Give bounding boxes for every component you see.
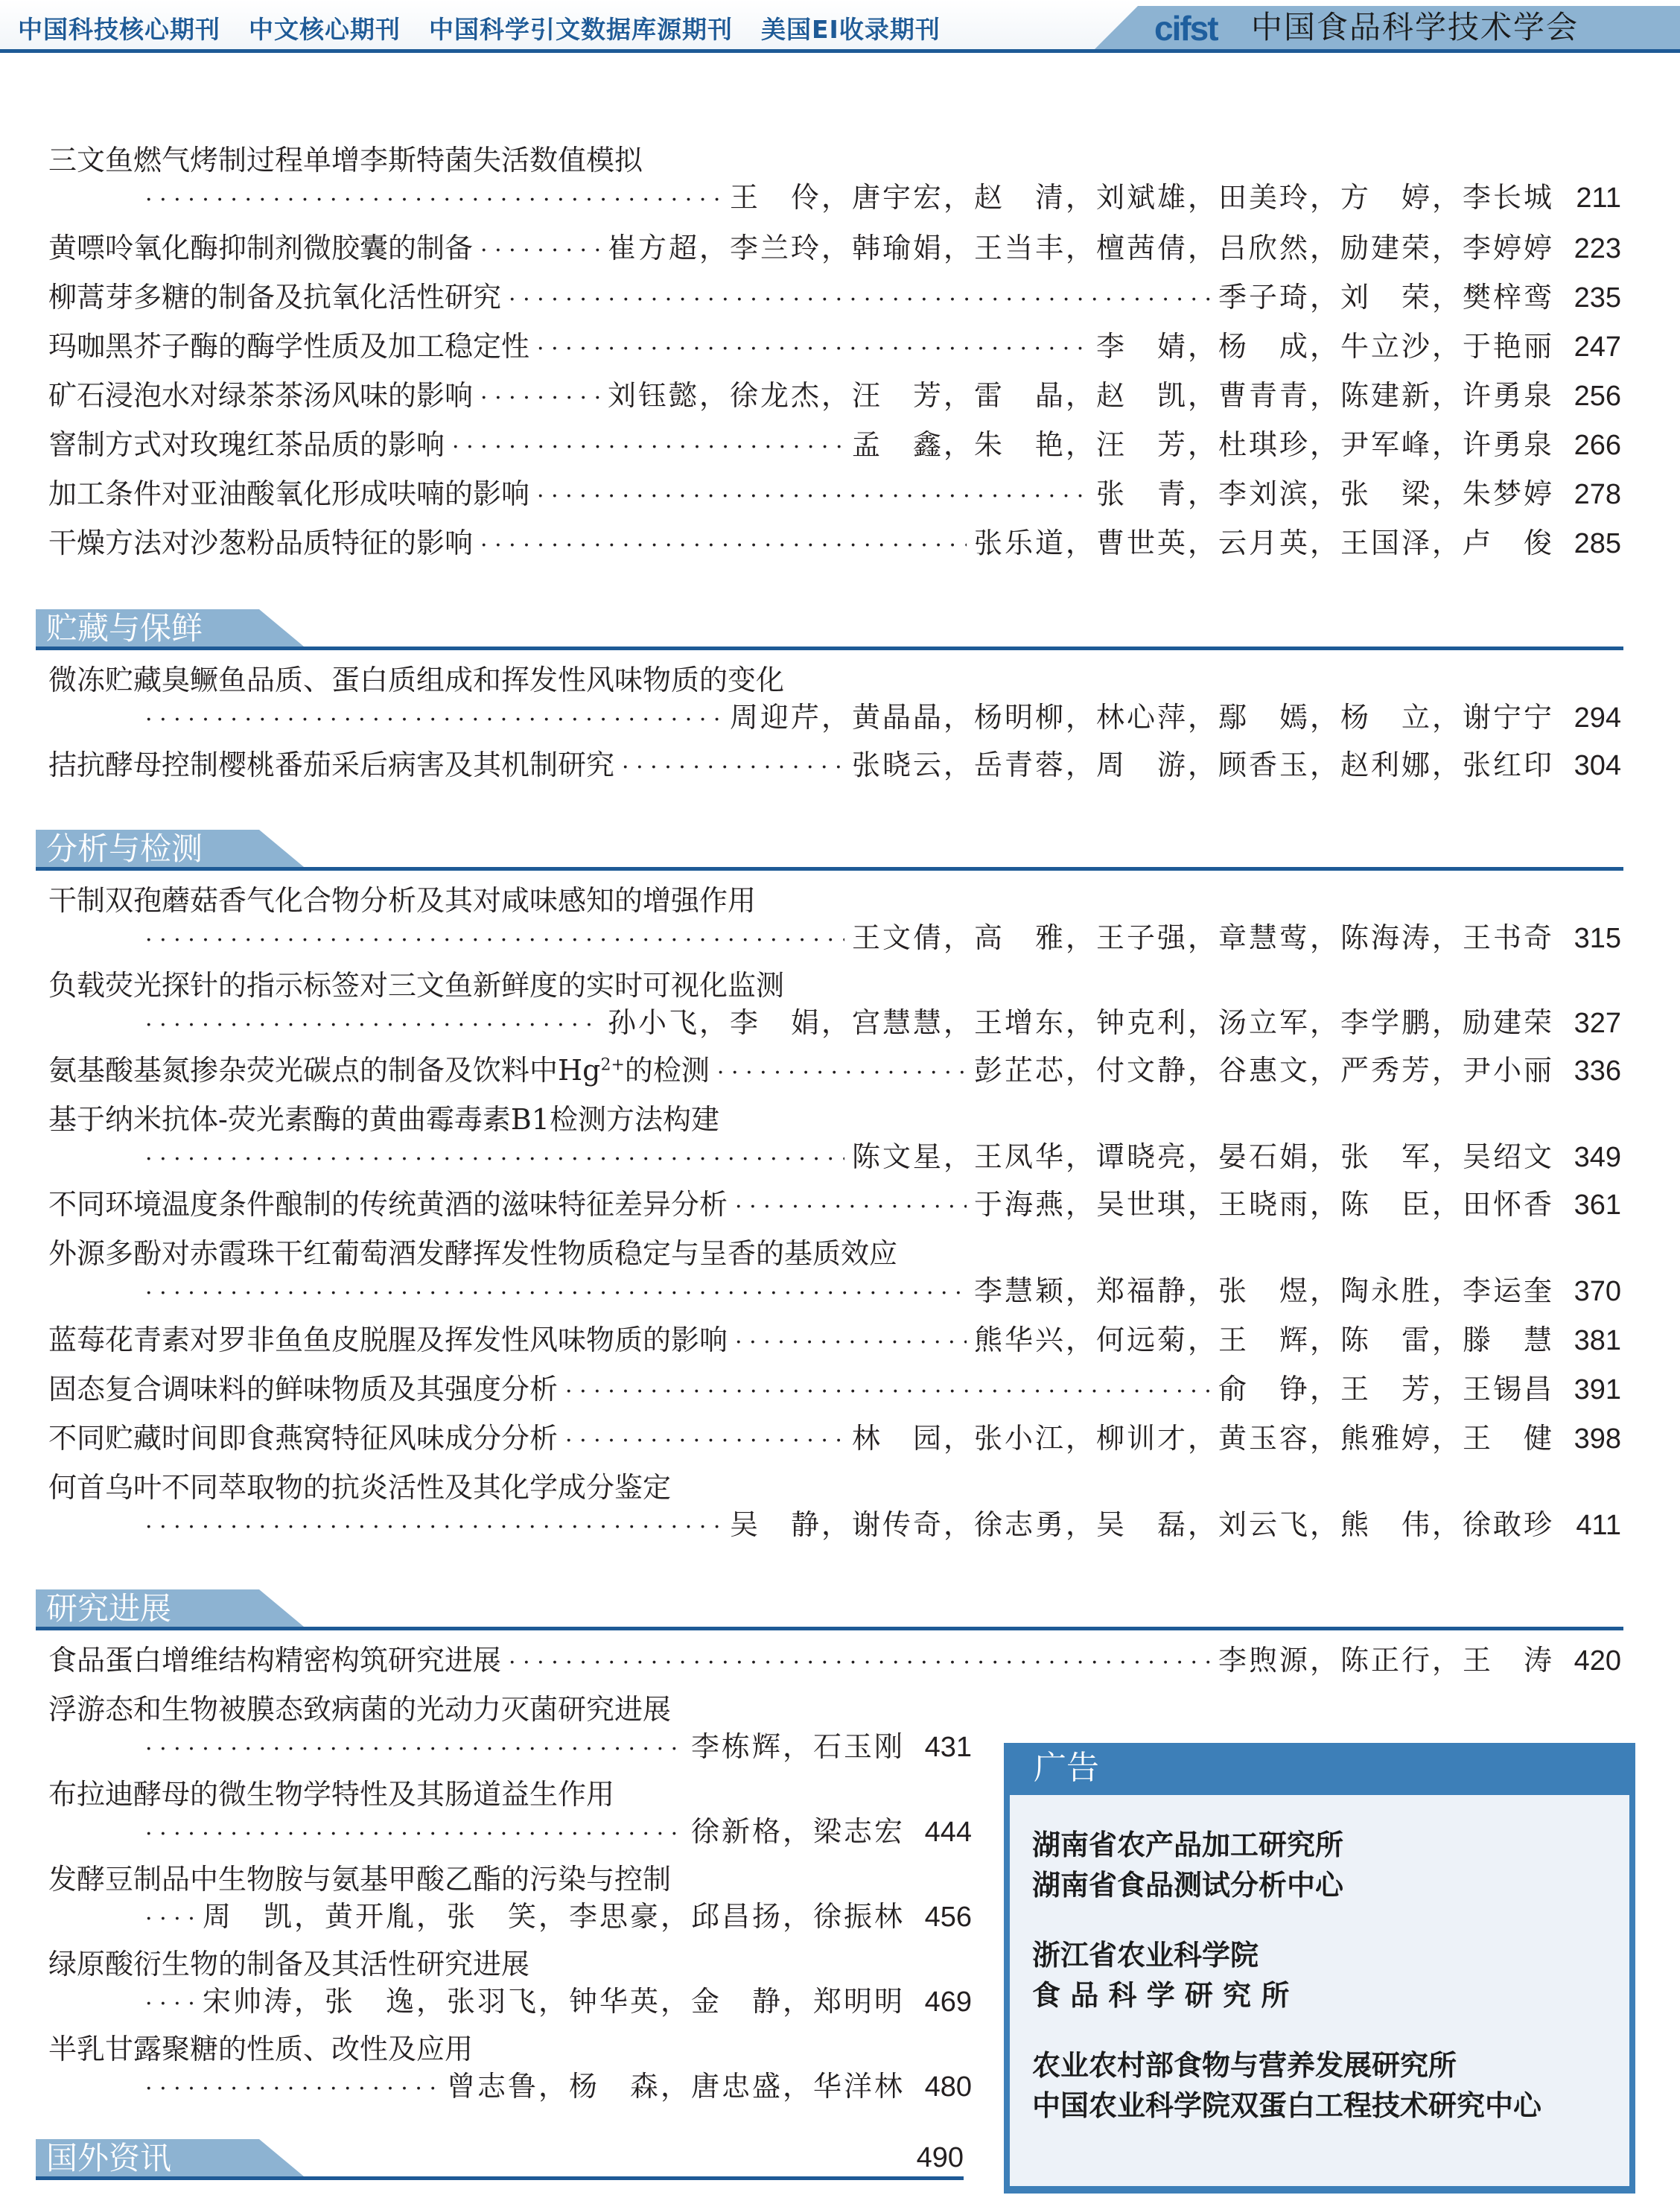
entry-authors: 张晓云，岳青蓉，周 游，顾香玉，赵利娜，张红印 [851, 749, 1554, 781]
superscript: 2+ [600, 1055, 625, 1075]
entry-title: 柳蒿芽多糖的制备及抗氧化活性研究 [48, 281, 502, 314]
section-page: 490 [916, 2142, 964, 2173]
entry-page: 381 [1574, 1325, 1621, 1356]
entry-authors: 崔方超，李兰玲，韩瑜娟，王当丰，檀茜倩，吕欣然，励建荣，李婷婷 [607, 232, 1554, 264]
toc-entry[interactable] [48, 1691, 972, 1768]
section-title: 国外资讯 [46, 2140, 172, 2176]
toc-entry[interactable] [48, 1101, 1621, 1178]
entry-title-text: 氨基酸基氮掺杂荧光碳点的制备及饮料中Hg [48, 1054, 601, 1087]
ad-line: 食 品 科 学 研 究 所 [1032, 1979, 1290, 2012]
entry-authors: 王 伶，唐宇宏，赵 清，刘斌雄，田美玲，方 婷，李长城 [729, 181, 1554, 214]
dot-leader [452, 429, 844, 466]
cifst-logo-icon: cifst [1154, 9, 1218, 48]
ad-group-hunan [1032, 1825, 1343, 1905]
toc-entry[interactable] [48, 1321, 1621, 1362]
dot-leader [145, 2071, 439, 2108]
entry-page: 278 [1574, 479, 1621, 510]
entry-authors: 孙小飞，李 娟，宫慧慧，王增东，钟克利，汤立军，李学鹏，励建荣 [607, 1006, 1554, 1039]
entry-title: 布拉迪酵母的微生物学特性及其肠道益生作用 [48, 1778, 615, 1811]
entry-title: 浮游态和生物被膜态致病菌的光动力灭菌研究进展 [48, 1693, 672, 1726]
entry-page: 235 [1574, 282, 1621, 314]
dot-leader [717, 1055, 967, 1092]
toc-entry[interactable] [48, 1861, 972, 1938]
entry-page: 420 [1574, 1645, 1621, 1677]
dot-leader [145, 182, 722, 219]
entry-authors: 张 青，李刘滨，张 梁，朱梦婷 [1095, 477, 1554, 510]
entry-title: 半乳甘露聚糖的性质、改性及应用 [48, 2033, 474, 2065]
entry-title: 何首乌叶不同萃取物的抗炎活性及其化学成分鉴定 [48, 1471, 672, 1504]
toc-entry[interactable] [48, 1642, 1621, 1682]
entry-page: 315 [1574, 923, 1621, 954]
entry-authors: 俞 铮，王 芳，王锡昌 [1218, 1373, 1554, 1405]
entry-page: 370 [1574, 1276, 1621, 1307]
entry-authors: 熊华兴，何远菊，王 辉，陈 雷，滕 慧 [973, 1324, 1554, 1356]
toc-entry[interactable] [48, 377, 1621, 417]
section-rule [36, 1627, 1623, 1630]
entry-title: 干燥方法对沙葱粉品质特征的影响 [48, 527, 474, 559]
entry-authors: 王文倩，高 雅，王子强，章慧莺，陈海涛，王书奇 [851, 921, 1554, 954]
toc-entry[interactable] [48, 426, 1621, 466]
toc-entry[interactable] [48, 1370, 1621, 1411]
entry-page: 327 [1574, 1008, 1621, 1039]
section-rule [36, 647, 1623, 650]
entry-page: 285 [1574, 528, 1621, 559]
ad-line: 湖南省农产品加工研究所 [1032, 1829, 1344, 1861]
entry-authors: 吴 静，谢传奇，徐志勇，吴 磊，刘云飞，熊 伟，徐敢珍 [729, 1508, 1554, 1541]
toc-entry[interactable] [48, 1052, 1621, 1092]
badge-ei: 美国EI收录期刊 [761, 15, 941, 44]
entry-page: 431 [924, 1732, 972, 1763]
entry-authors: 孟 鑫，朱 艳，汪 芳，杜琪珍，尹军峰，许勇泉 [851, 428, 1554, 461]
entry-authors: 李栋辉，石玉刚 [690, 1730, 905, 1763]
dot-leader [480, 527, 967, 565]
toc-entry[interactable] [48, 2030, 972, 2108]
toc-entry[interactable] [48, 142, 1621, 219]
dot-leader [622, 749, 844, 787]
entry-title: 矿石浸泡水对绿茶茶汤风味的影响 [48, 379, 474, 412]
dot-leader [735, 1324, 967, 1362]
ad-group-zhejiang [1032, 1935, 1289, 2015]
section-header-foreign-news[interactable] [36, 2139, 964, 2181]
entry-authors: 李煦源，陈正行，王 涛 [1218, 1644, 1554, 1677]
entry-page: 349 [1574, 1142, 1621, 1173]
section-rule [36, 2176, 964, 2180]
header-rule [0, 49, 1680, 53]
entry-title: 基于纳米抗体-荧光素酶的黄曲霉毒素B1检测方法构建 [48, 1103, 719, 1136]
entry-page: 336 [1574, 1055, 1621, 1087]
ad-line: 浙江省农业科学院 [1032, 1939, 1259, 1972]
entry-title: 三文鱼燃气烤制过程单增李斯特菌失活数值模拟 [48, 144, 643, 177]
ad-title: 广告 [1034, 1749, 1099, 1787]
entry-title: 黄嘌呤氧化酶抑制剂微胶囊的制备 [48, 232, 474, 264]
entry-authors: 宋帅涛，张 逸，张羽飞，钟华英，金 静，郑明明 [202, 1985, 905, 2018]
section-title: 贮藏与保鲜 [46, 610, 203, 647]
society-name: 中国食品科学技术学会 [1251, 9, 1579, 45]
entry-page: 211 [1576, 182, 1621, 214]
page-header [0, 0, 1680, 52]
entry-authors: 彭芷芯，付文静，谷惠文，严秀芳，尹小丽 [973, 1054, 1554, 1087]
dot-leader [565, 1423, 844, 1460]
section-title: 分析与检测 [46, 830, 203, 867]
entry-title-suffix: 的检测 [624, 1054, 710, 1087]
entry-page: 256 [1574, 381, 1621, 412]
toc-entry[interactable] [48, 229, 1621, 270]
entry-page: 247 [1574, 331, 1621, 363]
entry-title: 不同贮藏时间即食燕窝特征风味成分分析 [48, 1422, 559, 1455]
journal-badges [18, 10, 941, 45]
ad-line: 农业农村部食物与营养发展研究所 [1032, 2049, 1457, 2082]
toc-entry[interactable] [48, 475, 1621, 515]
entry-page: 411 [1576, 1510, 1621, 1541]
entry-page: 469 [924, 1986, 972, 2018]
advertisement-box [1004, 1743, 1635, 2194]
entry-title: 食品蛋白增维结构精密构筑研究进展 [48, 1644, 502, 1677]
entry-authors: 于海燕，吴世琪，王晓雨，陈 臣，田怀香 [973, 1188, 1554, 1221]
entry-authors: 林 园，张小江，柳训才，黄玉容，熊雅婷，王 健 [851, 1422, 1554, 1455]
section-rule [36, 867, 1623, 871]
toc-entry[interactable] [48, 1469, 1621, 1546]
dot-leader [735, 1189, 967, 1226]
entry-title: 干制双孢蘑菇香气化合物分析及其对咸味感知的增强作用 [48, 884, 757, 917]
section-header-analysis [36, 830, 1623, 871]
ad-line: 中国农业科学院双蛋白工程技术研究中心 [1032, 2089, 1542, 2122]
dot-leader [145, 1986, 195, 2023]
dot-leader [145, 702, 722, 739]
entry-title: 微冻贮藏臭鳜鱼品质、蛋白质组成和挥发性风味物质的变化 [48, 664, 785, 696]
dot-leader [145, 1275, 967, 1312]
section-header-storage [36, 609, 1623, 651]
toc-entry[interactable] [48, 279, 1621, 319]
toc-entry[interactable] [48, 967, 1621, 1044]
section-title: 研究进展 [46, 1590, 172, 1627]
section-header-progress [36, 1589, 1623, 1631]
entry-title: 负载荧光探针的指示标签对三文鱼新鲜度的实时可视化监测 [48, 969, 785, 1002]
dot-leader [480, 232, 600, 270]
dot-leader [480, 380, 600, 417]
entry-title: 拮抗酵母控制樱桃番茄采后病害及其机制研究 [48, 749, 615, 781]
dot-leader [537, 478, 1089, 515]
dot-leader [537, 331, 1089, 368]
entry-page: 398 [1574, 1423, 1621, 1455]
entry-title: 外源多酚对赤霞珠干红葡萄酒发酵挥发性物质稳定与呈香的基质效应 [48, 1237, 898, 1270]
toc-entry[interactable] [48, 524, 1621, 565]
toc-entry[interactable] [48, 661, 1621, 739]
entry-page: 480 [924, 2071, 972, 2103]
dot-leader [145, 922, 844, 959]
entry-authors: 张乐道，曹世英，云月英，王国泽，卢 俊 [973, 527, 1554, 559]
toc-entry[interactable] [48, 328, 1621, 368]
ad-body [1010, 1795, 1629, 2186]
entry-authors: 李慧颖，郑福静，张 煜，陶永胜，李运奎 [973, 1274, 1554, 1307]
ad-group-caas [1032, 2045, 1541, 2126]
entry-title: 窨制方式对玫瑰红茶品质的影响 [48, 428, 445, 461]
toc-entry[interactable] [48, 882, 1621, 959]
toc-entry[interactable] [48, 1776, 972, 1853]
entry-authors: 刘钰懿，徐龙杰，汪 芳，雷 晶，赵 凯，曹青青，陈建新，许勇泉 [607, 379, 1554, 412]
toc-entry[interactable] [48, 1420, 1621, 1460]
dot-leader [145, 1731, 684, 1768]
entry-page: 223 [1574, 233, 1621, 264]
entry-authors: 曾志鲁，杨 森，唐忠盛，华洋林 [446, 2070, 905, 2103]
toc-entry[interactable] [48, 1186, 1621, 1226]
entry-authors: 周 凯，黄开胤，张 笑，李思豪，邱昌扬，徐振林 [202, 1900, 905, 1933]
entry-page: 456 [924, 1902, 972, 1933]
entry-title: 绿原酸衍生物的制备及其活性研究进展 [48, 1948, 530, 1980]
entry-page: 266 [1574, 430, 1621, 461]
entry-authors: 徐新格，梁志宏 [690, 1815, 905, 1848]
entry-authors: 季子琦，刘 荣，樊梓鸾 [1218, 281, 1554, 314]
entry-title: 发酵豆制品中生物胺与氨基甲酸乙酯的污染与控制 [48, 1863, 672, 1896]
entry-title: 加工条件对亚油酸氧化形成呋喃的影响 [48, 477, 530, 510]
entry-authors: 周迎芹，黄晶晶，杨明柳，林心萍，鄢 嫣，杨 立，谢宁宁 [729, 701, 1554, 734]
dot-leader [145, 1509, 722, 1546]
toc-entry[interactable] [48, 746, 1621, 787]
dot-leader [145, 1007, 600, 1044]
dot-leader [145, 1901, 195, 1938]
entry-page: 444 [924, 1817, 972, 1848]
entry-page: 304 [1574, 750, 1621, 781]
badge-chinese-core: 中文核心期刊 [249, 15, 401, 44]
toc-entry[interactable] [48, 1945, 972, 2023]
entry-page: 294 [1574, 702, 1621, 734]
entry-title: 玛咖黑芥子酶的酶学性质及加工稳定性 [48, 330, 530, 363]
dot-leader [145, 1141, 844, 1178]
toc-entry[interactable] [48, 1235, 1621, 1312]
entry-page: 391 [1574, 1374, 1621, 1405]
entry-authors: 李 婧，杨 成，牛立沙，于艳丽 [1095, 330, 1554, 363]
entry-title: 不同环境温度条件酿制的传统黄酒的滋味特征差异分析 [48, 1188, 728, 1221]
badge-cscd: 中国科学引文数据库源期刊 [429, 15, 733, 44]
entry-title: 蓝莓花青素对罗非鱼鱼皮脱腥及挥发性风味物质的影响 [48, 1324, 728, 1356]
dot-leader [509, 282, 1211, 319]
entry-authors: 陈文星，王凤华，谭晓亮，晏石娟，张 军，吴绍文 [851, 1140, 1554, 1173]
entry-title: 固态复合调味料的鲜味物质及其强度分析 [48, 1373, 559, 1405]
entry-page: 361 [1574, 1189, 1621, 1221]
entry-title [48, 1052, 710, 1089]
badge-core-sci: 中国科技核心期刊 [18, 15, 220, 44]
dot-leader [509, 1645, 1211, 1682]
dot-leader [145, 1816, 684, 1853]
ad-line: 湖南省食品测试分析中心 [1032, 1869, 1344, 1902]
dot-leader [565, 1373, 1211, 1411]
